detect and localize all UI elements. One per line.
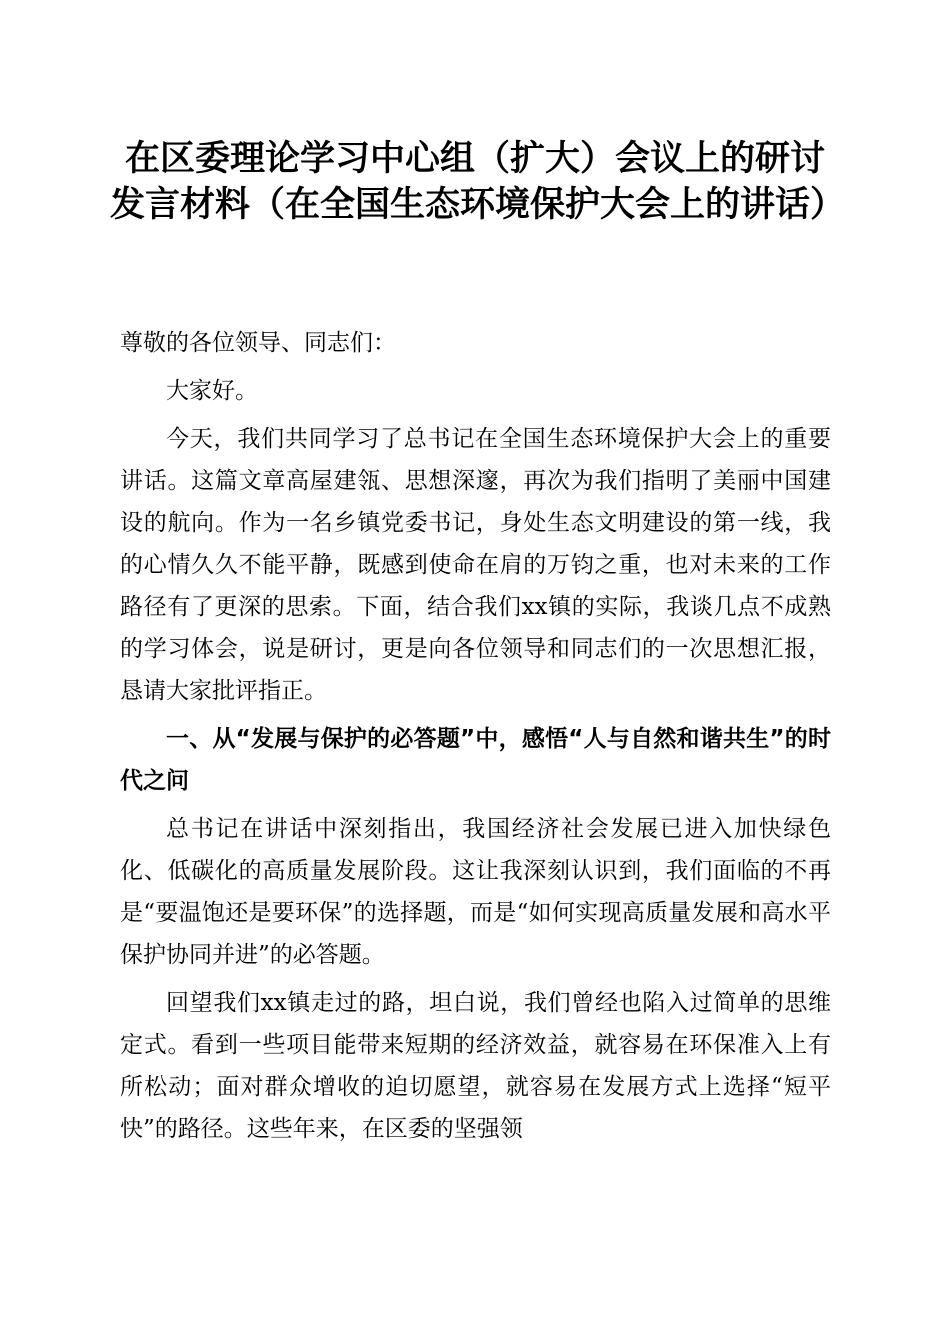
section-1-heading: 一、从“发展与保护的必答题”中，感悟“人与自然和谐共生”的时代之问 [120,726,831,794]
section-1-paragraph-1: 总书记在讲话中深刻指出，我国经济社会发展已进入加快绿色化、低碳化的高质量发展阶段。这让我深刻认识到，我们面临的不再是“要温饱还是要环保”的选择题，而是“如何实现高质量发展和高水平保护协同并进”的必答题。 [120,816,831,968]
salutation: 尊敬的各位领导、同志们： [120,330,396,356]
section-1-paragraph-2: 回望我们xx镇走过的路，坦白说，我们曾经也陷入过简单的思维定式。看到一些项目能带来短期的经济效益，就容易在环保准入上有所松动；面对群众增收的迫切愿望，就容易在发展方式上选择“短平快”的路径。这些年来，在区委的坚强领 [120,990,831,1142]
intro-paragraph: 今天，我们共同学习了总书记在全国生态环境保护大会上的重要讲话。这篇文章高屋建瓴、思想深邃，再次为我们指明了美丽中国建设的航向。作为一名乡镇党委书记，身处生态文明建设的第一线，我的心情久久不能平静，既感到使命在肩的万钧之重，也对未来的工作路径有了更深的思索。下面，结合我们xx镇的实际，我谈几点不成熟的学习体会，说是研讨，更是向各位领导和同志们的一次思想汇报，恳请大家批评指正。 [120,426,831,704]
document-body [120,322,831,1156]
document-title: 在区委理论学习中心组（扩大）会议上的研讨发言材料（在全国生态环境保护大会上的讲话） [110,138,846,225]
greeting: 大家好。 [166,378,258,404]
